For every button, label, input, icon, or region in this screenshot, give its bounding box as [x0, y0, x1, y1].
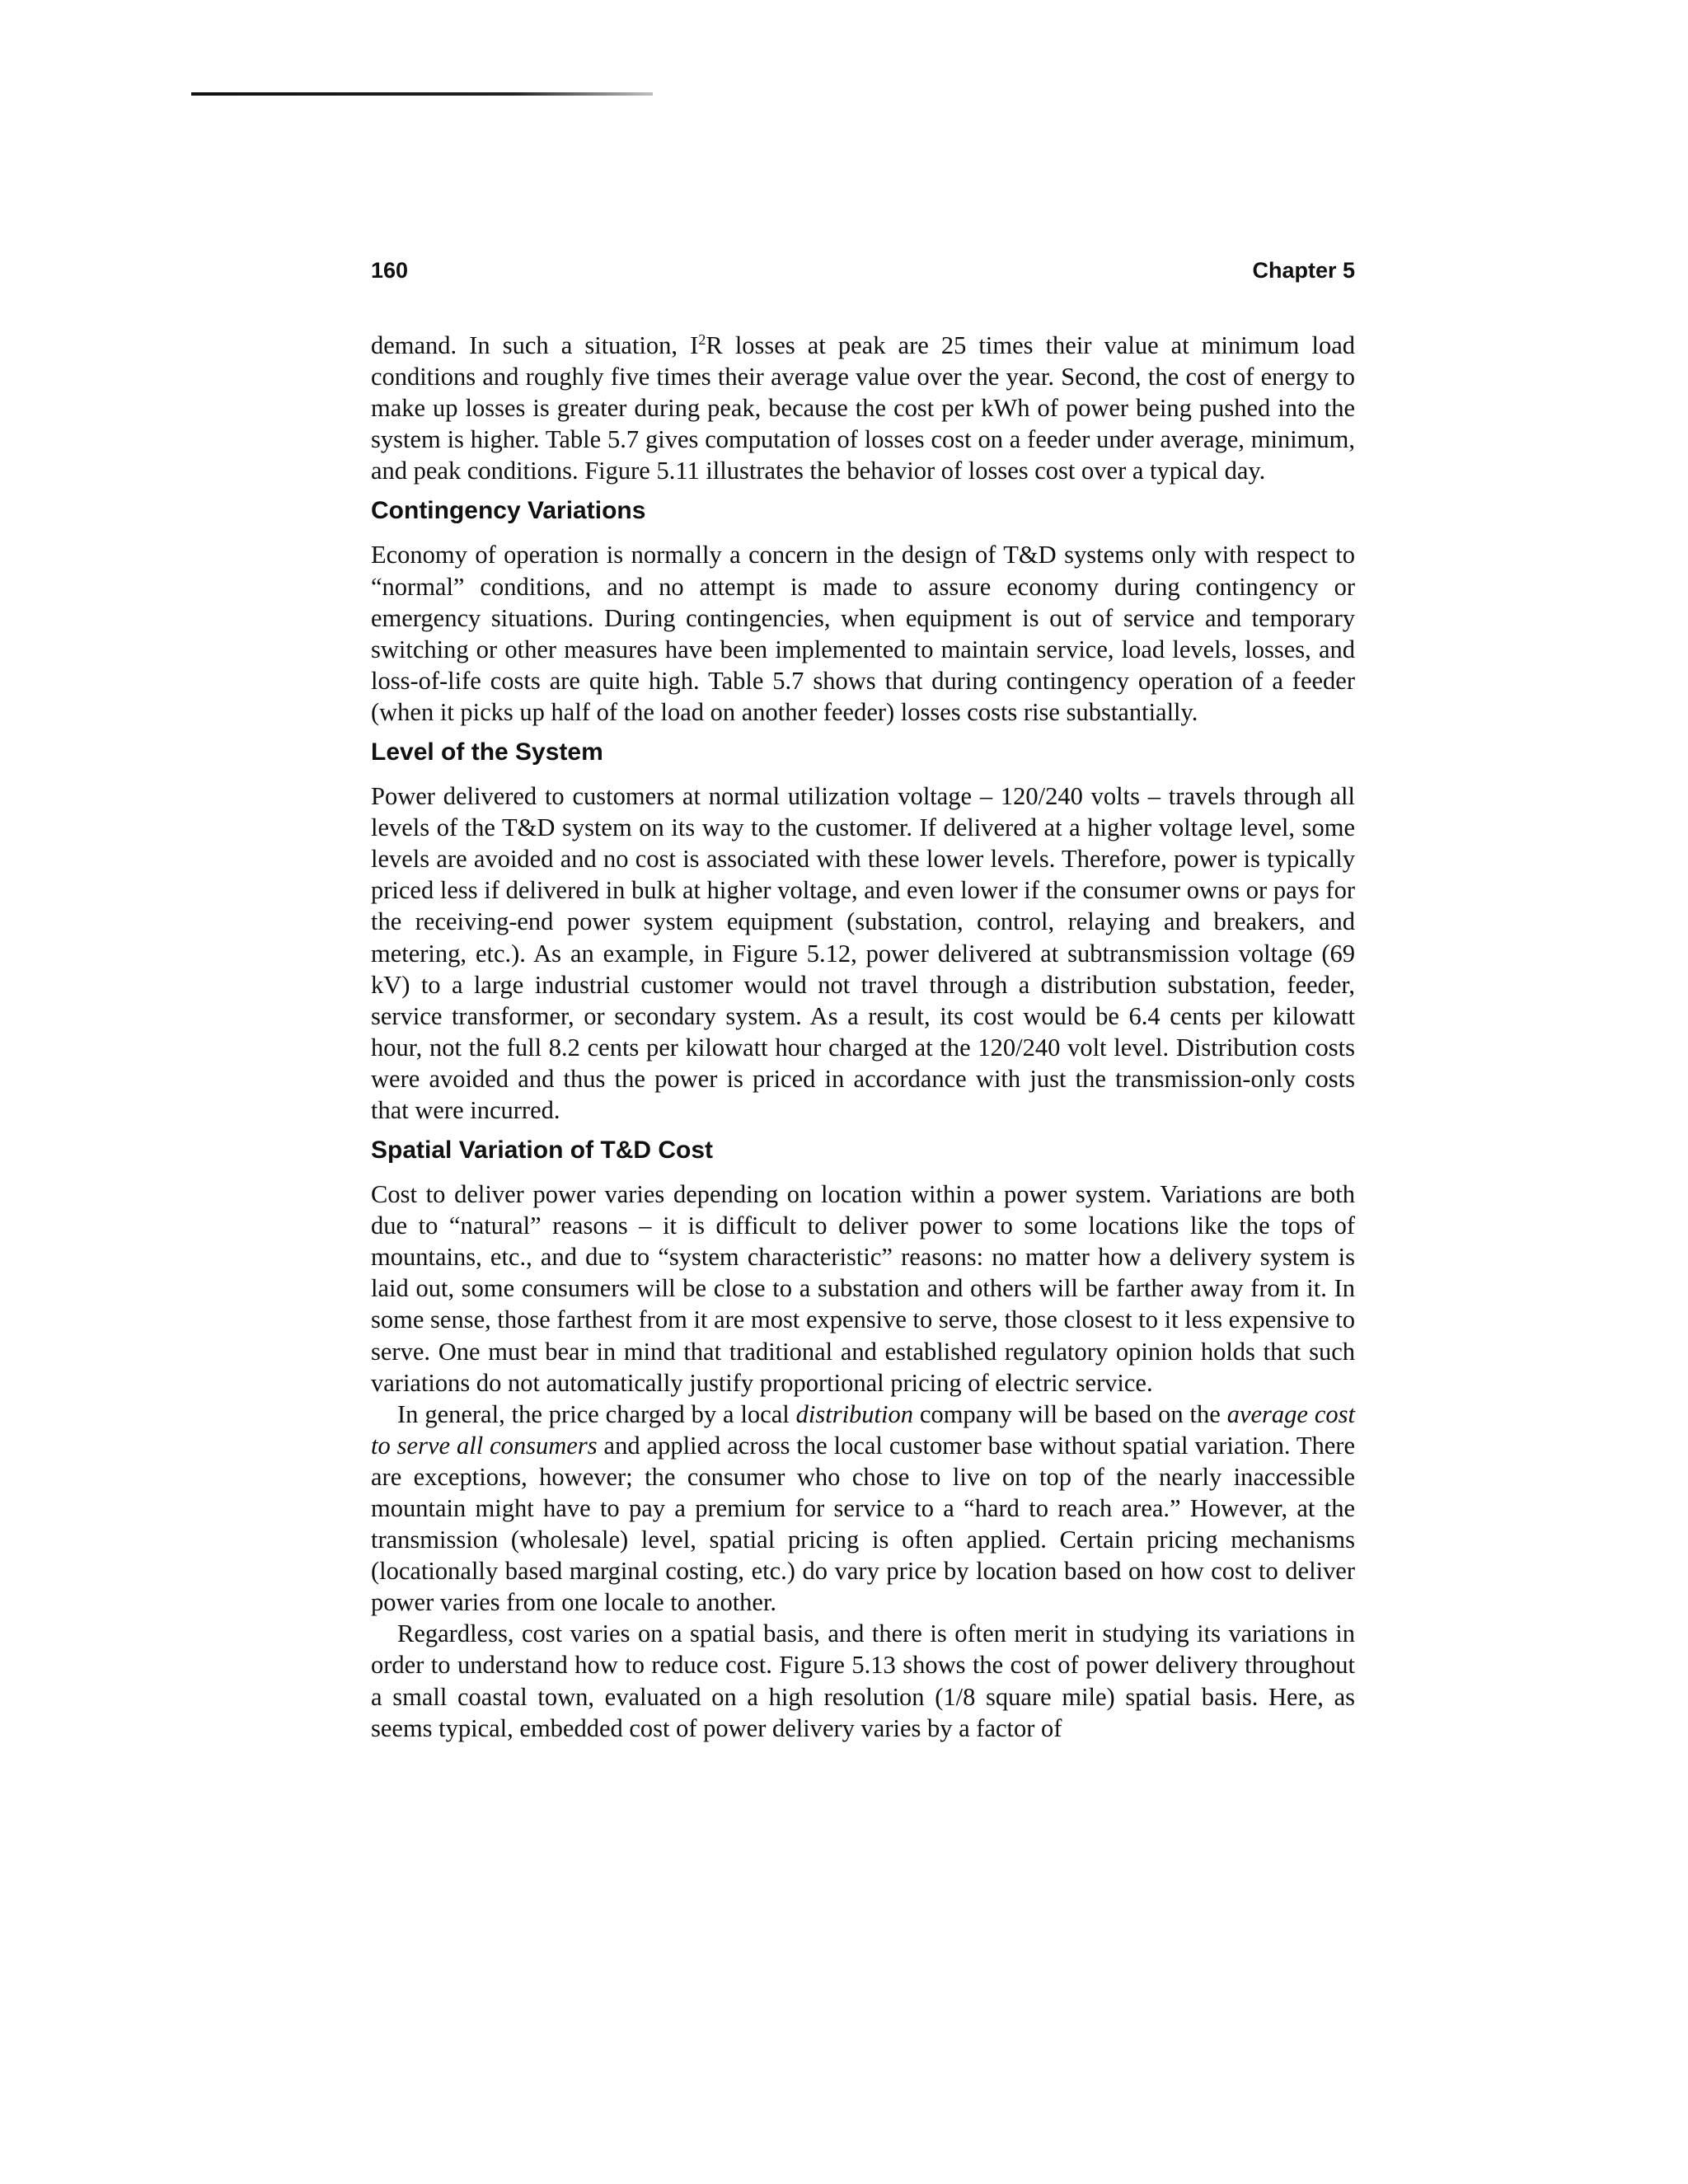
spatial-p2-text-c: and applied across the local customer base without spatial variation. There are exceptions, however; the consumer who chose to live on top of the nearly inaccessible mountain might have to pay a premium for service to a “hard to reach area.” However, at the transmission (wholesale) level, spatial pricing is often applied. Certain pricing mechanisms (locationally based marginal costing, etc.) do vary price by location based on how cost to deliver power varies from one locale to another. [371, 1431, 1356, 1617]
spatial-paragraph-1: Cost to deliver power varies depending on location within a power system. Variations are both due to “natural” reasons – it is difficult to deliver power to some locations like the tops of mountains, etc., and due to “system characteristic” reasons: no matter how a delivery system is laid out, some consumers will be close to a substation and others will be farther away from it. In some sense, those farthest from it are most expensive to serve, those closest to it less expensive to serve. One must bear in mind that traditional and established regulatory opinion holds that such variations do not automatically justify proportional pricing of electric service. [371, 1180, 1355, 1397]
heading-contingency-variations: Contingency Variations [371, 497, 646, 525]
superscript-2: 2 [698, 330, 706, 348]
spatial-p2-emphasis-average-cost: average cost to serve all consumers [371, 1399, 1355, 1460]
page-body [371, 330, 1355, 1744]
spatial-p2-emphasis-distribution: distribution [795, 1399, 913, 1428]
contingency-paragraph: Economy of operation is normally a concern in the design of T&D systems only with respect to “normal” conditions, and no attempt is made to assure economy during contingency or emergency situations. During contingencies, when equipment is out of service and temporary switching or other measures have been implemented to maintain service, load levels, losses, and loss-of-life costs are quite high. Table 5.7 shows that during contingency operation of a feeder (when it picks up half of the load on another feeder) losses costs rise substantially. [371, 541, 1355, 726]
page-header [371, 254, 1355, 287]
spatial-paragraph-3: Regardless, cost varies on a spatial basis, and there is often merit in studying its variations in order to understand how to reduce cost. Figure 5.13 shows the cost of power delivery throughout a small coastal town, evaluated on a high resolution (1/8 square mile) spatial basis. Here, as seems typical, embedded cost of power delivery varies by a factor of [371, 1619, 1355, 1742]
intro-text-b: R losses at peak are 25 times their value at minimum load conditions and roughly five times their average value over the year. Second, the cost of energy to make up losses is greater during peak, because the cost per kWh of power being pushed into the system is higher. Table 5.7 gives computation of losses cost on a feeder under average, minimum, and peak conditions. Figure 5.11 illustrates the behavior of losses cost over a typical day. [371, 331, 1355, 485]
spatial-p2-text-b: company will be based on the [913, 1399, 1227, 1428]
chapter-label: Chapter 5 [1252, 258, 1355, 283]
heading-spatial-variation: Spatial Variation of T&D Cost [371, 1137, 714, 1165]
level-paragraph: Power delivered to customers at normal utilization voltage – 120/240 volts – travels through all levels of the T&D system on its way to the customer. If delivered at a higher voltage level, some levels are avoided and no cost is associated with these lower levels. Therefore, power is typically priced less if delivered in bulk at higher voltage, and even lower if the consumer owns or pays for the receiving-end power system equipment (substation, control, relaying and breakers, and metering, etc.). As an example, in Figure 5.12, power delivered at subtransmission voltage (69 kV) to a large industrial customer would not travel through a distribution substation, feeder, service transformer, or secondary system. As a result, its cost would be 6.4 cents per kilowatt hour, not the full 8.2 cents per kilowatt hour charged at the 120/240 volt level. Distribution costs were avoided and thus the power is priced in accordance with just the transmission-only costs that were incurred. [371, 782, 1355, 1124]
top-rule [191, 92, 653, 96]
spatial-paragraph-2 [371, 1399, 1355, 1619]
spatial-p2-text-a: In general, the price charged by a local [397, 1399, 796, 1428]
heading-level-of-the-system: Level of the System [371, 738, 603, 766]
intro-text-a: demand. In such a situation, I [371, 331, 699, 359]
intro-paragraph [371, 330, 1355, 486]
page-number: 160 [371, 258, 409, 283]
